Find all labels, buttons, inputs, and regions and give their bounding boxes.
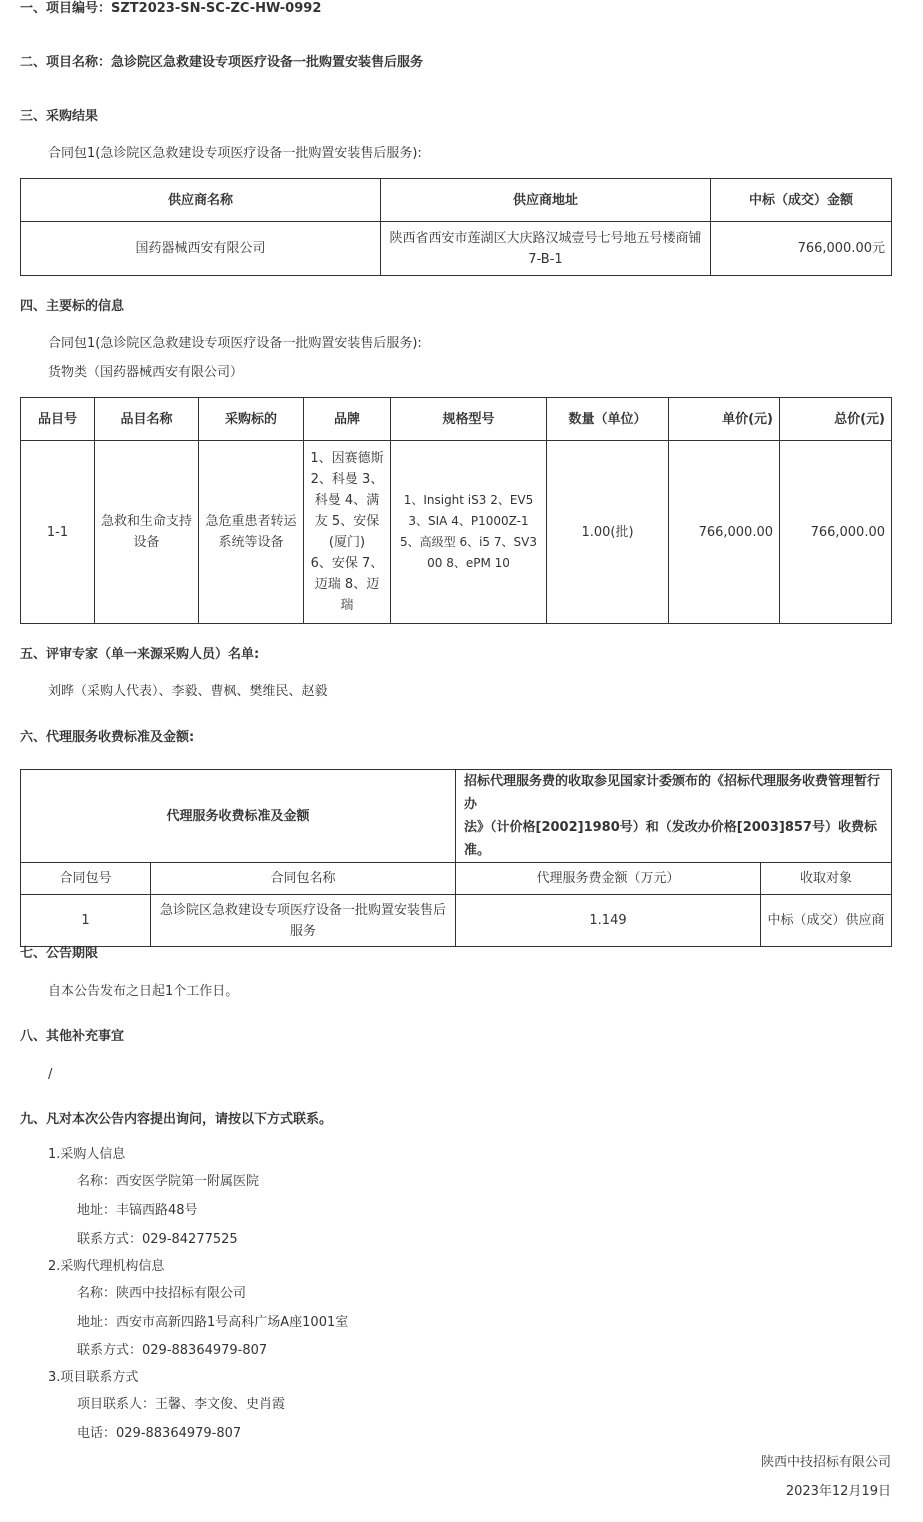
fee-amount: 1.149 [456,895,761,947]
item-name-line2: 设备 [133,535,160,550]
project-name [20,54,423,72]
item-model [391,441,547,624]
fee-standard-label: 代理服务收费标准及金额 [21,770,456,863]
fee-standard-text [456,770,892,863]
col-header-model: 规格型号 [391,398,547,441]
brand-line: 友 5、安保 [314,514,380,529]
buyer-contact: 联系方式：029-84277525 [77,1232,238,1247]
fee-table [20,769,892,947]
result-package-label: 合同包1(急诊院区急救建设专项医疗设备一批购置安装售后服务): [48,146,422,161]
supplier-address-line2: 7-B-1 [528,251,563,267]
col-header-package-no: 合同包号 [21,863,151,895]
fee-package-no: 1 [21,895,151,947]
fee-table-header [21,863,892,895]
col-header-target: 采购标的 [199,398,304,441]
project-contact-phone: 电话：029-88364979-807 [77,1426,242,1441]
project-name-value: 急诊院区急救建设专项医疗设备一批购置安装售后服务 [111,55,424,70]
col-header-item-name: 品目名称 [95,398,199,441]
section-heading-experts: 五、评审专家（单一来源采购人员）名单: [20,647,260,662]
col-header-brand: 品牌 [304,398,391,441]
brand-line: (厦门) [328,535,366,550]
brand-line: 迈瑞 8、迈 [314,577,380,592]
item-brand [304,441,391,624]
section-heading-agency-fee: 六、代理服务收费标准及金额: [20,730,195,745]
project-number [20,0,321,18]
section-heading-period: 七、公告期限 [20,946,99,961]
col-header-fee: 代理服务费金额（万元） [456,863,761,895]
table-row [21,441,892,624]
agency-contact: 联系方式：029-88364979-807 [77,1343,268,1358]
item-target [199,441,304,624]
brand-line: 瑞 [340,598,354,613]
brand-line: 2、科曼 3、 [310,472,384,487]
col-header-total-price: 总价(元) [780,398,892,441]
fee-package-name-line1: 急诊院区急救建设专项医疗设备一批购置安装售后 [160,902,447,918]
col-header-unit-price: 单价(元) [669,398,780,441]
project-contact-people: 项目联系人：王馨、李文俊、史肖霞 [77,1397,286,1412]
fee-payer: 中标（成交）供应商 [761,895,892,947]
item-name-line1: 急救和生命支持 [101,514,193,529]
items-table-header [21,398,892,441]
items-category-label: 货物类（国药器械西安有限公司） [48,365,244,380]
brand-line: 6、安保 7、 [310,556,384,571]
project-number-label: 一、项目编号： [20,1,112,16]
result-table-header [21,179,892,222]
col-header-supplier-name: 供应商名称 [21,179,381,222]
table-row [21,895,892,947]
footer-date: 2023年12月19日 [785,1484,891,1499]
model-line: 1、Insight iS3 2、EV5 [403,493,534,507]
item-target-line2: 系统等设备 [218,535,284,550]
model-line: 5、高级型 6、i5 7、SV3 [400,535,537,549]
agency-heading: 2.采购代理机构信息 [48,1259,165,1274]
section-heading-other: 八、其他补充事宜 [20,1029,125,1044]
section-heading-contact: 九、凡对本次公告内容提出询问，请按以下方式联系。 [20,1112,333,1127]
result-table [20,178,892,276]
supplier-name: 国药器械西安有限公司 [21,222,381,276]
fee-standard-text-line1: 招标代理服务费的收取参见国家计委颁布的《招标代理服务收费管理暂行办 [464,774,881,812]
period-text: 自本公告发布之日起1个工作日。 [48,984,239,999]
brand-line: 1、因赛德斯 [310,451,384,466]
item-target-line1: 急危重患者转运 [205,514,297,529]
items-package-label: 合同包1(急诊院区急救建设专项医疗设备一批购置安装售后服务): [48,336,422,351]
buyer-heading: 1.采购人信息 [48,1147,126,1162]
col-header-payer: 收取对象 [761,863,892,895]
item-no: 1-1 [21,441,95,624]
col-header-package-name: 合同包名称 [151,863,456,895]
buyer-name: 名称：西安医学院第一附属医院 [77,1174,260,1189]
supplier-address [381,222,711,276]
item-name [95,441,199,624]
section-heading-main-items: 四、主要标的信息 [20,299,125,314]
footer-org: 陕西中技招标有限公司 [760,1455,891,1470]
item-quantity: 1.00(批) [547,441,669,624]
items-table [20,397,892,624]
table-row [21,222,892,276]
col-header-quantity: 数量（单位） [547,398,669,441]
experts-list: 刘晔（采购人代表）、李毅、曹枫、樊维民、赵毅 [48,684,328,699]
buyer-address: 地址：丰镐西路48号 [77,1203,198,1218]
item-total-price: 766,000.00 [780,441,892,624]
fee-package-name-line2: 服务 [290,923,317,939]
item-unit-price: 766,000.00 [669,441,780,624]
award-amount: 766,000.00元 [711,222,892,276]
project-contact-heading: 3.项目联系方式 [48,1370,139,1385]
agency-address: 地址：西安市高新四路1号高科广场A座1001室 [77,1315,349,1330]
fee-standard-text-line2: 法》（计价格[2002]1980号）和（发改办价格[2003]857号）收费标准。 [464,820,877,858]
col-header-amount: 中标（成交）金额 [711,179,892,222]
agency-name: 名称：陕西中技招标有限公司 [77,1286,247,1301]
model-line: 3、SIA 4、P1000Z-1 [408,514,529,528]
col-header-supplier-address: 供应商地址 [381,179,711,222]
project-name-label: 二、项目名称： [20,55,112,70]
fee-package-name [151,895,456,947]
section-heading-result: 三、采购结果 [20,109,99,124]
fee-standard-row [21,770,892,863]
brand-line: 科曼 4、满 [314,493,380,508]
supplier-address-line1: 陕西省西安市莲湖区大庆路汉城壹号七号地五号楼商铺 [389,230,702,246]
model-line: 00 8、ePM 10 [427,556,510,570]
project-number-value: SZT2023-SN-SC-ZC-HW-0992 [111,1,322,16]
col-header-item-no: 品目号 [21,398,95,441]
other-text: / [48,1067,53,1082]
